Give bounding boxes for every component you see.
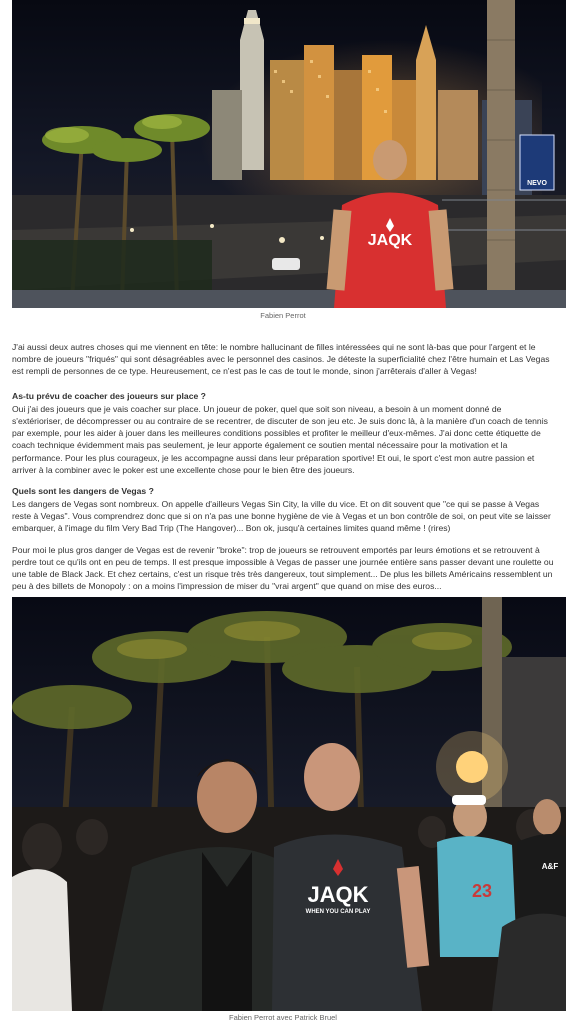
crowd-night-photo — [12, 597, 566, 1011]
article-paragraph: Pour moi le plus gros danger de Vegas est de revenir "broke": trop de joueurs se retrouvent emportés par leurs émotions et se retrouvent à perdre tout ce qu'ils ont en peu de temps. Il est presque impossible à Vegas de passer une journée entière sans passer devant une roulette ou une table de Black Jack. Et chez certains, c'est un risque très très dangereux, tout simplement... De plus les billets Américains ressemblent un peu à des billets de Monopoly : on a moins l'impression de miser du "vrai argent" que quand on mise des euros... — [12, 544, 554, 592]
photo-caption: Fabien Perrot avec Patrick Bruel — [229, 1013, 337, 1022]
shirt-logo-text: JAQK — [307, 882, 369, 907]
jersey-number: 23 — [471, 881, 493, 901]
shirt-logo-text: JAQK — [367, 232, 413, 249]
question-heading: As-tu prévu de coacher des joueurs sur place ? — [12, 390, 206, 401]
article-paragraph: J'ai aussi deux autres choses qui me viennent en tête: le nombre hallucinant de filles intéressées qui ne sont là-bas que pour l'argent et le nombre de joueurs "friqués" qui sont désagréables avec le personnel des casinos. Je déteste la superficialité chez l'être humain et Las Vegas est rempli de personnes de ce type. Heureusement, ce n'est pas le cas de tout le monde, sinon j'arrêterais d'aller à Vegas! — [12, 341, 550, 377]
question-heading: Quels sont les dangers de Vegas ? — [12, 485, 154, 496]
article-paragraph: Oui j'ai des joueurs que je vais coacher sur place. Un joueur de poker, quel que soit son niveau, a besoin à un moment donné de s'extérioriser, de décompresser ou au contraire de se recentrer, de discuter de son jeu etc. Je suis donc là, à la manière d'un coach de tennis par exemple, pour les aider à jouer dans les meilleures conditions possibles et profiter le meilleur d'eux-mêmes. J'ai donc cette étiquette de coach technique évidemment mais pas seulement, je leur apporte également ce soutien mental nécessaire pour la motivation et la performance. Pour les plus courageux, je les accompagne aussi dans leur préparation sportive! Et oui, le sport c'est mon autre passion et arriver à la combiner avec le poker est une excellente chose pour le bien être des joueurs. — [12, 403, 548, 476]
vegas-night-photo — [12, 0, 566, 308]
photo-caption: Fabien Perrot — [260, 311, 306, 320]
shirt-tagline-text: WHEN YOU CAN PLAY — [305, 909, 371, 915]
billboard-text: NEVO — [527, 180, 547, 187]
article-paragraph: Les dangers de Vegas sont nombreux. On appelle d'ailleurs Vegas Sin City, la ville du vice. Et on dit souvent que "ce qui se passe à Vegas reste à Vegas". Vous comprendrez donc que si on n'a pas une bonne hygiène de vie à Vegas et un bon contrôle de soi, on peut vite se laisser embarquer, à l'image du film Very Bad Trip (The Hangover)... Bon ok, jusqu'à certaines limites quand même ! (rires) — [12, 498, 551, 534]
shirt-brand-text: A&F — [541, 862, 559, 871]
